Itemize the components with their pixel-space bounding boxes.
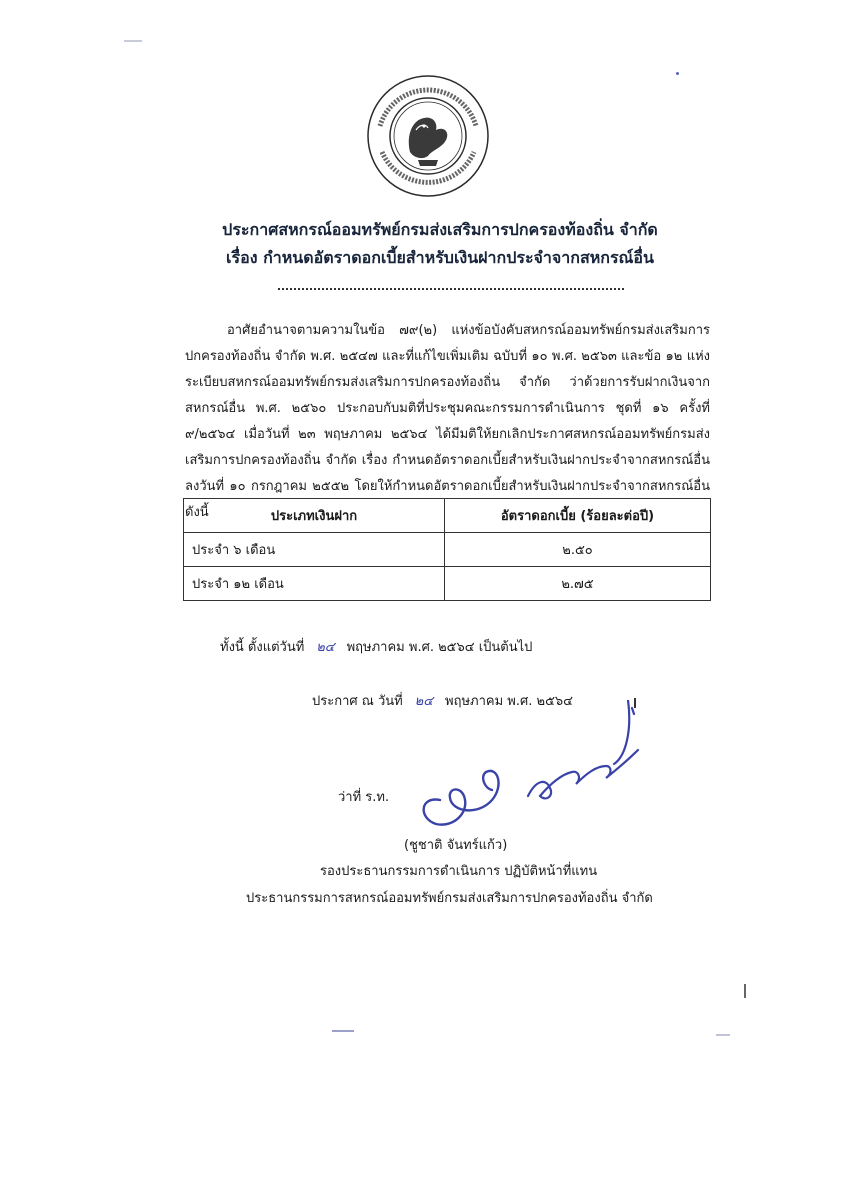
scan-speck xyxy=(744,984,746,998)
table-header-row xyxy=(184,499,711,533)
rate-cell: ๒.๗๕ xyxy=(445,567,711,601)
acting-rank: ว่าที่ ร.ท. xyxy=(338,790,390,805)
table-row xyxy=(184,567,711,601)
effective-prefix: ทั้งนี้ ตั้งแต่วันที่ xyxy=(220,640,305,655)
table-header-rate: อัตราดอกเบี้ย (ร้อยละต่อปี) xyxy=(445,499,711,533)
table-header-type: ประเภทเงินฝาก xyxy=(184,499,445,533)
scan-speck xyxy=(634,698,636,708)
title-line-2: เรื่อง กำหนดอัตราดอกเบี้ยสำหรับเงินฝากประจำจากสหกรณ์อื่น xyxy=(226,248,654,267)
signatory-position-1: รองประธานกรรมการดำเนินการ ปฏิบัติหน้าที่แทน xyxy=(320,864,598,879)
scan-speck xyxy=(124,40,142,42)
effective-day-handwritten: ๒๔ xyxy=(316,640,335,655)
body-text: อาศัยอำนาจตามความในข้อ ๗๙(๒) แห่งข้อบังคับสหกรณ์ออมทรัพย์กรมส่งเสริมการปกครองท้องถิ่น จำกัด พ.ศ. ๒๕๔๗ และที่แก้ไขเพิ่มเติม ฉบับที่ ๑๐ พ.ศ. ๒๕๖๓ และข้อ ๑๒ แห่งระเบียบสหกรณ์ออมทรัพย์กรมส่งเสริมการปกครองท้องถิ่น จำกัด ว่าด้วยการรับฝากเงินจากสหกรณ์อื่น พ.ศ. ๒๕๖๐ ประกอบกับมติที่ประชุมคณะกรรมการดำเนินการ ชุดที่ ๑๖ ครั้งที่ ๙/๒๕๖๔ เมื่อวันที่ ๒๓ พฤษภาคม ๒๕๖๔ ได้มีมติให้ยกเลิกประกาศสหกรณ์ออมทรัพย์กรมส่งเสริมการปกครองท้องถิ่น จำกัด เรื่อง กำหนดอัตราดอกเบี้ยสำหรับเงินฝากประจำจากสหกรณ์อื่น ลงวันที่ ๑๐ กรกฎาคม ๒๕๕๒ โดยให้กำหนดอัตราดอกเบี้ยสำหรับเงินฝากประจำจากสหกรณ์อื่น ดังนี้ xyxy=(185,323,710,520)
dotted-divider xyxy=(278,288,624,290)
deposit-type-cell: ประจำ ๑๒ เดือน xyxy=(184,567,445,601)
announcement-title xyxy=(160,216,720,272)
announced-suffix: พฤษภาคม พ.ศ. ๒๕๖๔ xyxy=(445,694,574,709)
title-line-1: ประกาศสหกรณ์ออมทรัพย์กรมส่งเสริมการปกครองท้องถิ่น จำกัด xyxy=(222,220,658,239)
body-paragraph xyxy=(185,318,710,526)
scan-speck xyxy=(332,1030,354,1032)
handwritten-signature xyxy=(400,700,670,840)
signatory-name: (ชูชาติ จันทร์แก้ว) xyxy=(404,838,508,853)
effective-suffix: พฤษภาคม พ.ศ. ๒๕๖๔ เป็นต้นไป xyxy=(346,640,533,655)
scan-speck xyxy=(716,1034,730,1036)
cooperative-seal-logo xyxy=(366,74,490,198)
signatory-position-2: ประธานกรรมการสหกรณ์ออมทรัพย์กรมส่งเสริมการปกครองท้องถิ่น จำกัด xyxy=(246,891,653,906)
effective-date-line xyxy=(220,636,532,657)
table-row xyxy=(184,533,711,567)
announced-prefix: ประกาศ ณ วันที่ xyxy=(312,694,403,709)
deposit-type-cell: ประจำ ๖ เดือน xyxy=(184,533,445,567)
interest-rate-table xyxy=(183,498,711,601)
announced-day-handwritten: ๒๔ xyxy=(414,694,434,709)
scan-speck xyxy=(676,72,679,75)
rate-cell: ๒.๕๐ xyxy=(445,533,711,567)
